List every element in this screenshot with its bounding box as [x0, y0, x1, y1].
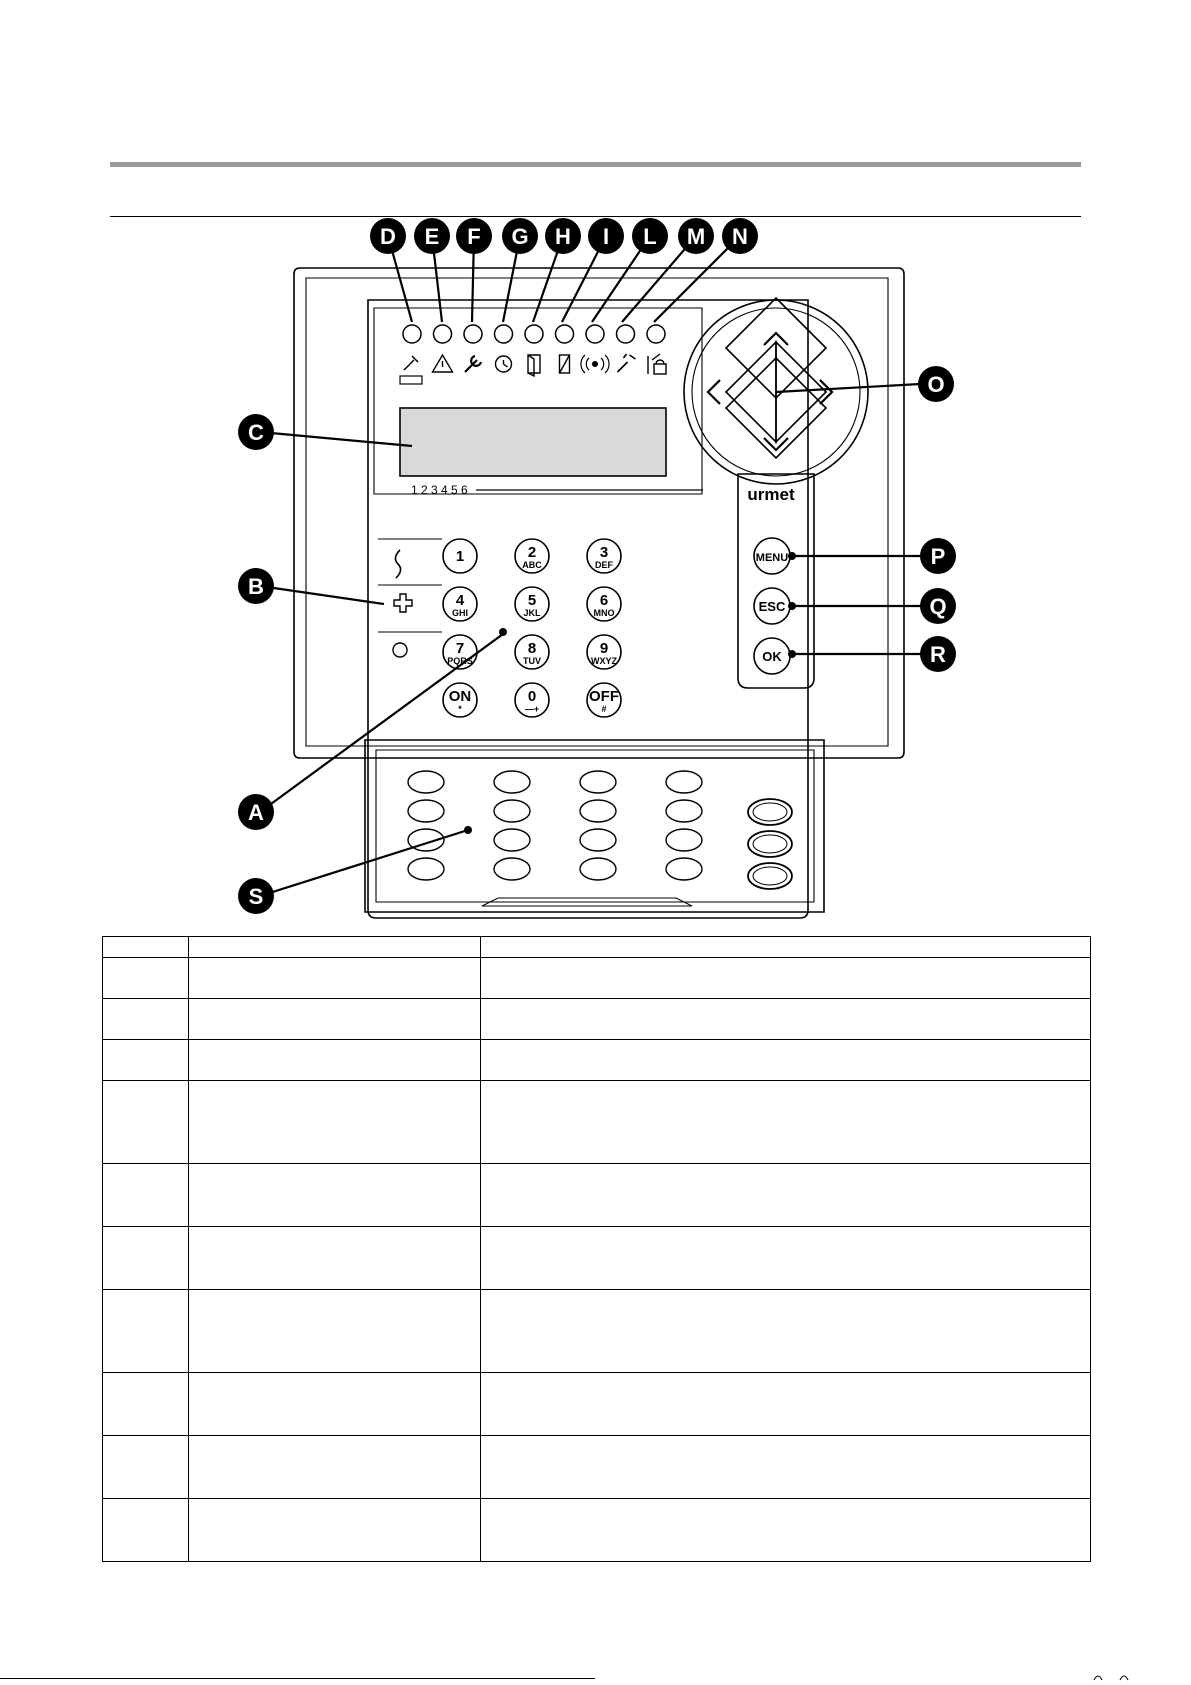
svg-text:2: 2: [527, 544, 537, 561]
svg-text:E: E: [424, 224, 440, 249]
svg-text:#: #: [601, 704, 607, 714]
table-cell: [481, 1227, 1091, 1290]
svg-text:R: R: [930, 642, 946, 667]
key-7[interactable]: [443, 635, 477, 669]
page-corner-mark: [1092, 1670, 1132, 1682]
svg-text:ON: ON: [448, 688, 472, 705]
fire-icon: [395, 550, 400, 578]
callout-d: [370, 218, 406, 254]
svg-text:F: F: [467, 224, 481, 249]
table-cell: [103, 1081, 189, 1164]
table-cell: [481, 1436, 1091, 1499]
table-cell: [103, 1040, 189, 1081]
led-5: [525, 325, 543, 376]
table-cell: [103, 999, 189, 1040]
key-2[interactable]: [515, 539, 549, 573]
table-row: [103, 958, 1091, 999]
table-cell: [189, 1373, 481, 1436]
warning-triangle-icon: [433, 355, 453, 372]
table-row: [103, 1373, 1091, 1436]
table-cell: [481, 999, 1091, 1040]
cover-key[interactable]: [580, 858, 616, 880]
flip-cover: [365, 740, 824, 912]
svg-text:*: *: [458, 704, 462, 714]
svg-text:C: C: [248, 420, 264, 445]
key-6[interactable]: [587, 587, 621, 621]
table-cell: [103, 1499, 189, 1562]
cover-key[interactable]: [666, 800, 702, 822]
table-cell: [189, 1436, 481, 1499]
zone-numbers: 1 2 3 4 5 6: [411, 483, 468, 497]
table-cell: [481, 1499, 1091, 1562]
led-6: [556, 325, 574, 373]
table-cell: [103, 958, 189, 999]
table-cell: [481, 958, 1091, 999]
svg-text:MNO: MNO: [593, 608, 615, 618]
ok-button[interactable]: [754, 638, 790, 674]
svg-text:—+: —+: [524, 704, 540, 714]
cover-key[interactable]: [666, 829, 702, 851]
cover-key[interactable]: [580, 800, 616, 822]
table-cell: [189, 958, 481, 999]
door-icon: [528, 355, 540, 376]
svg-text:S: S: [248, 884, 264, 909]
table-row: [103, 1164, 1091, 1227]
table-cell: [189, 1290, 481, 1373]
table-cell: [189, 937, 481, 958]
table-cell: [481, 1373, 1091, 1436]
key-8[interactable]: [515, 635, 549, 669]
table-cell: [189, 999, 481, 1040]
svg-text:9: 9: [599, 640, 609, 657]
cover-key[interactable]: [494, 858, 530, 880]
svg-text:D: D: [380, 224, 396, 249]
table-row: [103, 1040, 1091, 1081]
svg-text:B: B: [248, 574, 264, 599]
svg-text:O: O: [927, 372, 945, 397]
callout-c: [238, 414, 274, 450]
legend-table: [102, 936, 1091, 1562]
panic-icon: [393, 643, 407, 657]
key-3[interactable]: [587, 539, 621, 573]
svg-text:0: 0: [527, 688, 537, 705]
table-cell: [189, 1040, 481, 1081]
table-cell: [481, 1290, 1091, 1373]
table-cell: [103, 1373, 189, 1436]
cover-key[interactable]: [666, 858, 702, 880]
table-cell: [481, 1081, 1091, 1164]
svg-text:4: 4: [455, 592, 465, 609]
cover-key[interactable]: [494, 829, 530, 851]
svg-text:MENU: MENU: [755, 552, 789, 564]
cover-key[interactable]: [666, 771, 702, 793]
table-cell: [103, 937, 189, 958]
cover-key[interactable]: [408, 771, 444, 793]
svg-text:G: G: [511, 224, 529, 249]
table-cell: [481, 1040, 1091, 1081]
cover-key[interactable]: [494, 800, 530, 822]
led-2: [433, 325, 453, 372]
callout-m: [678, 218, 714, 254]
svg-text:Q: Q: [929, 594, 947, 619]
cover-key[interactable]: [580, 829, 616, 851]
table-cell: [189, 1164, 481, 1227]
svg-text:L: L: [643, 224, 657, 249]
medical-cross-icon: [394, 594, 412, 612]
svg-text:N: N: [732, 224, 748, 249]
tamper-icon: [560, 355, 570, 373]
key-off[interactable]: [587, 683, 621, 717]
key-4[interactable]: [443, 587, 477, 621]
table-header-row: [103, 937, 1091, 958]
callout-l: [632, 218, 668, 254]
wrench-icon: [465, 356, 481, 372]
svg-text:P: P: [930, 544, 946, 569]
key-on[interactable]: [443, 683, 477, 717]
led-8: [617, 325, 636, 372]
callout-n: [722, 218, 758, 254]
table-cell: [481, 937, 1091, 958]
cover-key[interactable]: [494, 771, 530, 793]
callout-s: [238, 878, 274, 914]
callout-f: [456, 218, 492, 254]
side-keys: [754, 538, 790, 674]
svg-text:ESC: ESC: [758, 599, 786, 614]
table-cell: [189, 1081, 481, 1164]
bypass-icon: [618, 354, 636, 372]
svg-text:5: 5: [527, 592, 537, 609]
svg-text:OK: OK: [762, 649, 782, 664]
callout-b: [238, 568, 274, 604]
table-cell: [481, 1164, 1091, 1227]
svg-text:WXYZ: WXYZ: [591, 656, 617, 666]
numeric-keypad: [443, 539, 621, 717]
esc-button[interactable]: [754, 588, 790, 624]
table-cell: [103, 1164, 189, 1227]
key-5[interactable]: [515, 587, 549, 621]
cover-key[interactable]: [408, 858, 444, 880]
callout-p: [920, 538, 956, 574]
callout-o: [918, 366, 954, 402]
table-row: [103, 999, 1091, 1040]
table-cell: [189, 1499, 481, 1562]
left-arrow-icon: [708, 380, 720, 404]
table-cell: [189, 1227, 481, 1290]
svg-text:PQRS: PQRS: [447, 656, 473, 666]
led-1: [400, 325, 422, 384]
key-9[interactable]: [587, 635, 621, 669]
svg-text:3: 3: [599, 544, 609, 561]
svg-text:DEF: DEF: [595, 560, 613, 570]
table-row: [103, 1436, 1091, 1499]
table-row: [103, 1081, 1091, 1164]
table-cell: [103, 1227, 189, 1290]
led-7: [581, 325, 609, 373]
key-0[interactable]: [515, 683, 549, 717]
callout-a: [238, 794, 274, 830]
svg-text:I: I: [602, 224, 610, 249]
lcd-display: [400, 408, 666, 476]
svg-text:A: A: [248, 800, 264, 825]
table-cell: [103, 1436, 189, 1499]
callout-q: [920, 588, 956, 624]
callout-i: [588, 218, 624, 254]
svg-text:GHI: GHI: [451, 608, 469, 618]
key-1[interactable]: [443, 539, 477, 573]
led-9: [647, 325, 666, 374]
led-4: [495, 325, 513, 372]
svg-text:ABC: ABC: [522, 560, 542, 570]
urmet-logo: urmet: [747, 485, 795, 504]
svg-text:TUV: TUV: [523, 656, 541, 666]
svg-text:6: 6: [599, 592, 609, 609]
svg-text:8: 8: [527, 640, 537, 657]
cover-key[interactable]: [580, 771, 616, 793]
power-plug-icon: [400, 356, 422, 384]
siren-icon: [581, 355, 609, 373]
emergency-keys-column: [378, 539, 442, 657]
callout-g: [502, 218, 538, 254]
svg-text:OFF: OFF: [589, 688, 619, 705]
callout-h: [545, 218, 581, 254]
table-cell: [103, 1290, 189, 1373]
lock-icon: [648, 354, 666, 374]
table-row: [103, 1290, 1091, 1373]
svg-text:1: 1: [455, 548, 465, 565]
callout-r: [920, 636, 956, 672]
svg-text:7: 7: [455, 640, 465, 657]
led-row: [400, 325, 666, 384]
menu-button[interactable]: [754, 538, 790, 574]
svg-text:JKL: JKL: [523, 608, 541, 618]
svg-text:H: H: [555, 224, 571, 249]
led-3: [464, 325, 482, 372]
table-row: [103, 1227, 1091, 1290]
callout-e: [414, 218, 450, 254]
svg-text:M: M: [686, 224, 706, 249]
table-row: [103, 1499, 1091, 1562]
cover-key[interactable]: [408, 800, 444, 822]
clock-icon: [496, 356, 512, 372]
footer-rule: [0, 1678, 595, 1679]
